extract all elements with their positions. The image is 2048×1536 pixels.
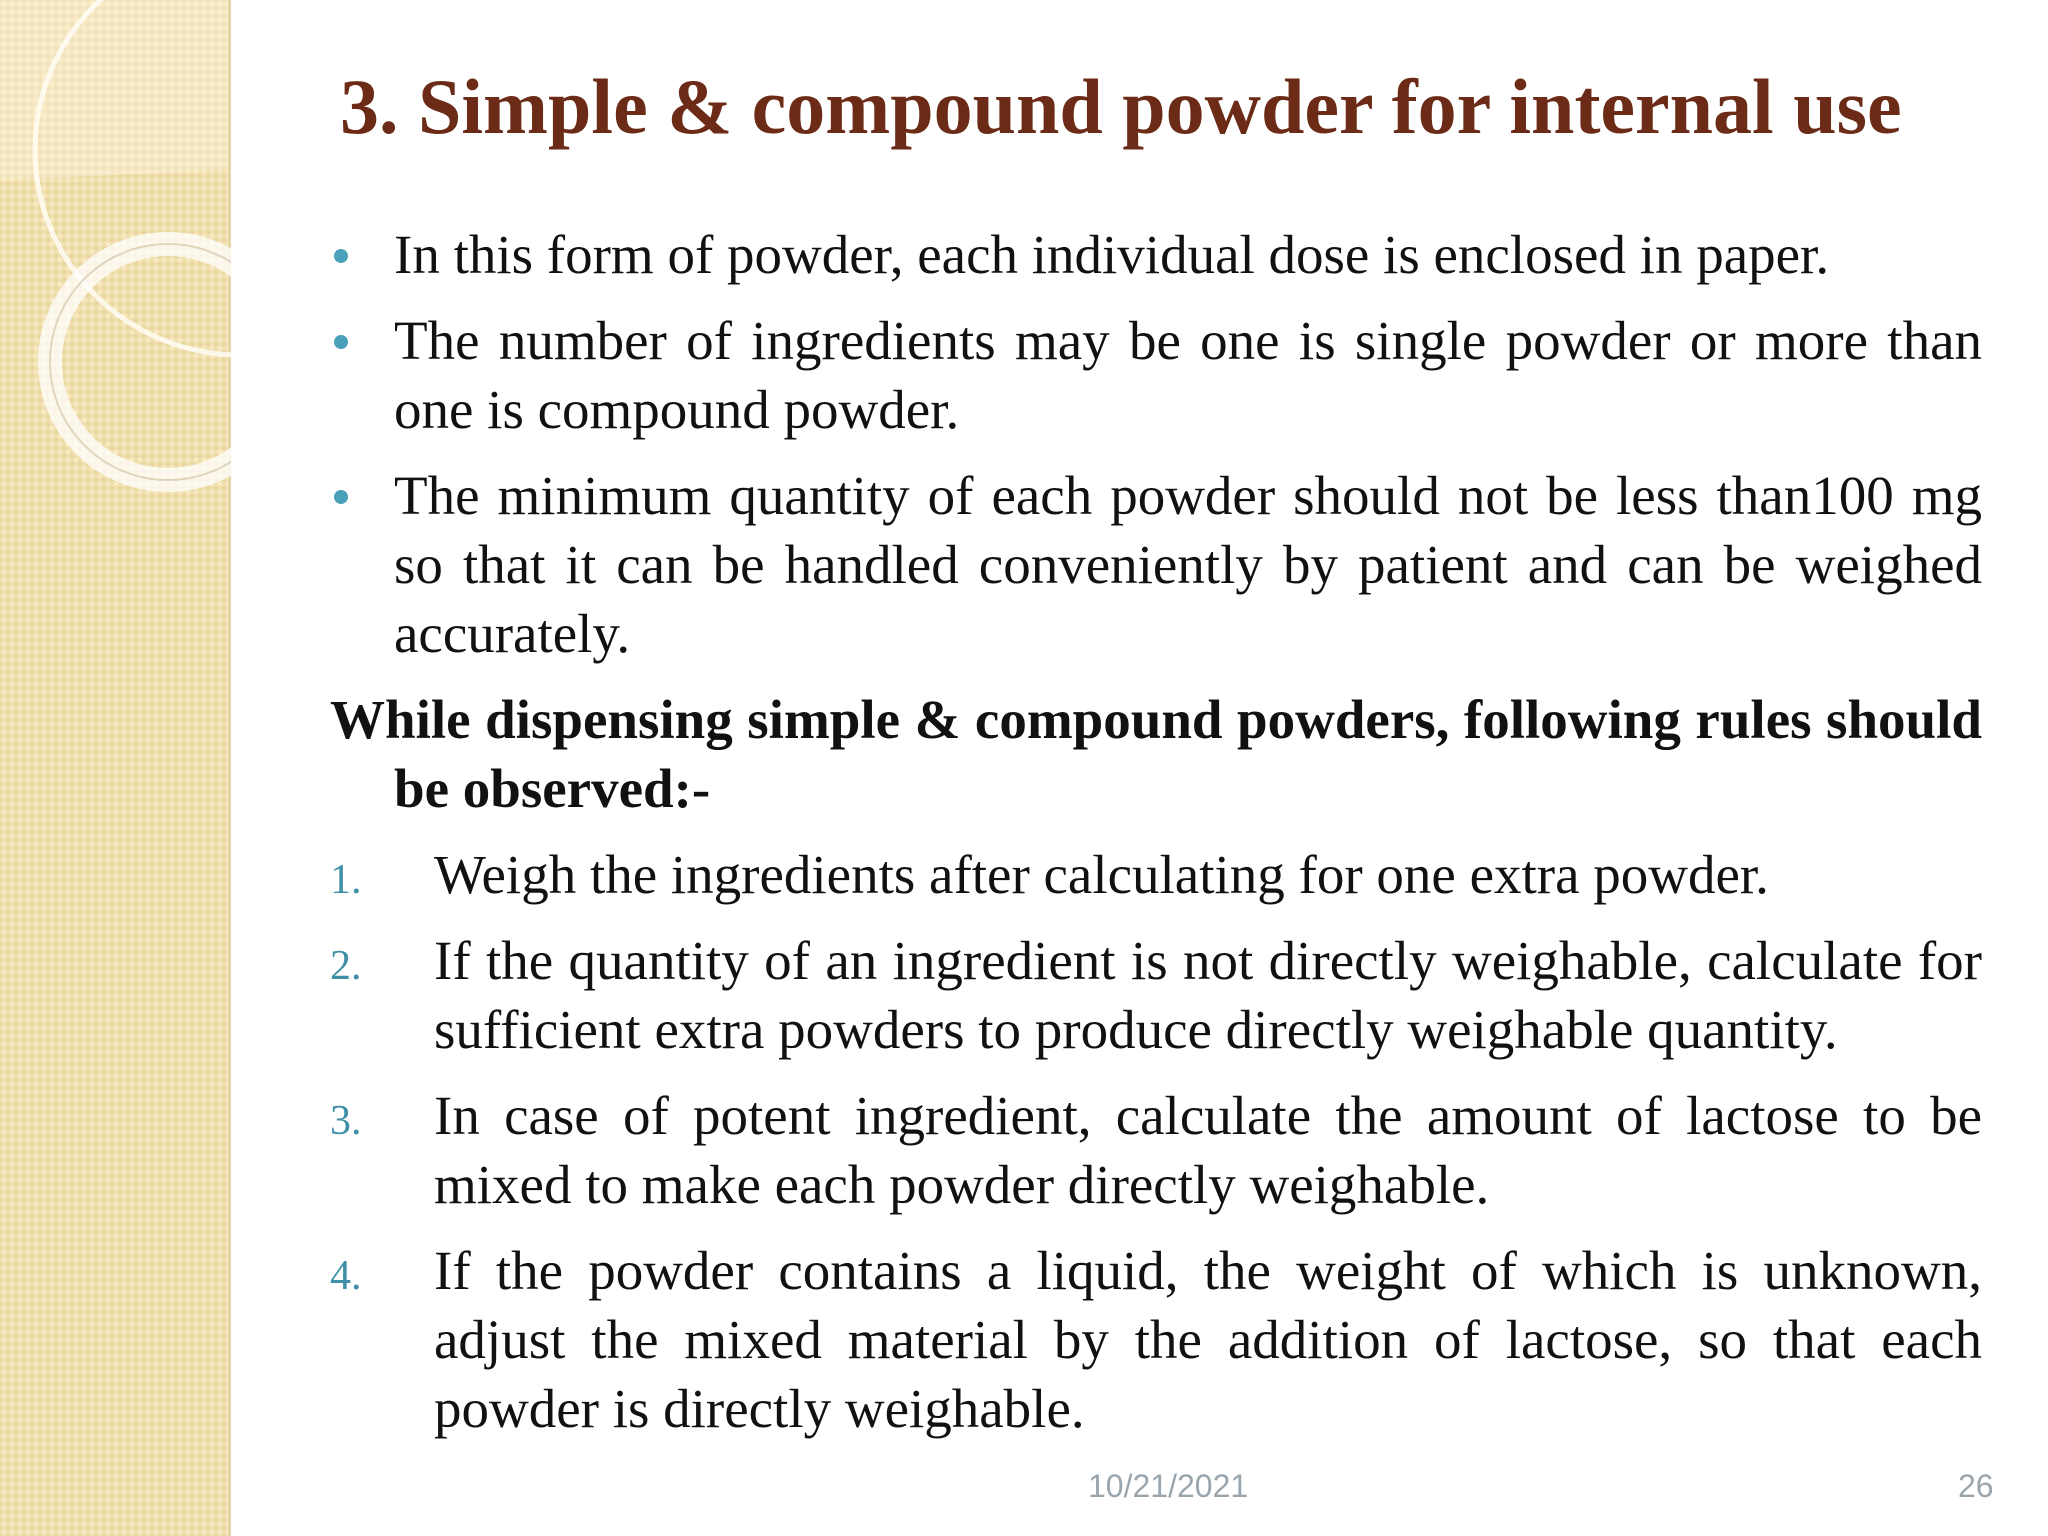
rule-number: 4. xyxy=(330,1253,362,1299)
bullet-text: The minimum quantity of each powder should not be less than100 mg so that it can be handled conveniently by patient and can be weighed accurately. xyxy=(394,465,1982,664)
page-number: 26 xyxy=(1958,1468,1994,1504)
rule-text: If the quantity of an ingredient is not directly weighable, calculate for sufficient extra powders to produce directly weighable quantity. xyxy=(434,930,1982,1060)
bullet-text: The number of ingredients may be one is single powder or more than one is compound powder. xyxy=(394,310,1982,440)
rule-item xyxy=(330,1081,1982,1219)
bullet-dot-icon xyxy=(334,335,348,349)
bullet-text: In this form of powder, each individual dose is enclosed in paper. xyxy=(394,224,1830,285)
slide-content xyxy=(330,220,1982,1460)
rule-number: 1. xyxy=(330,857,362,903)
bullet-item xyxy=(330,461,1982,668)
rule-text: If the powder contains a liquid, the weight of which is unknown, adjust the mixed material by the addition of lactose, so that each powder is directly weighable. xyxy=(434,1240,1982,1439)
decorative-sidebar xyxy=(0,0,231,1536)
rule-text: In case of potent ingredient, calculate the amount of lactose to be mixed to make each powder directly weighable. xyxy=(434,1085,1982,1215)
rule-item xyxy=(330,840,1982,909)
rule-item xyxy=(330,1236,1982,1443)
slide-title: 3. Simple & compound powder for internal use xyxy=(340,63,1902,150)
bullet-item xyxy=(330,306,1982,444)
bullet-item xyxy=(330,220,1982,289)
rule-text: Weigh the ingredients after calculating for one extra powder. xyxy=(434,844,1769,905)
rule-number: 3. xyxy=(330,1098,362,1144)
rule-number: 2. xyxy=(330,943,362,989)
decorative-rings xyxy=(0,0,231,1536)
rules-heading: While dispensing simple & compound powders, following rules should be observed:- xyxy=(330,689,1982,819)
bullet-dot-icon xyxy=(334,249,348,263)
footer-date: 10/21/2021 xyxy=(1088,1468,1249,1504)
bullet-dot-icon xyxy=(334,490,348,504)
rule-item xyxy=(330,926,1982,1064)
